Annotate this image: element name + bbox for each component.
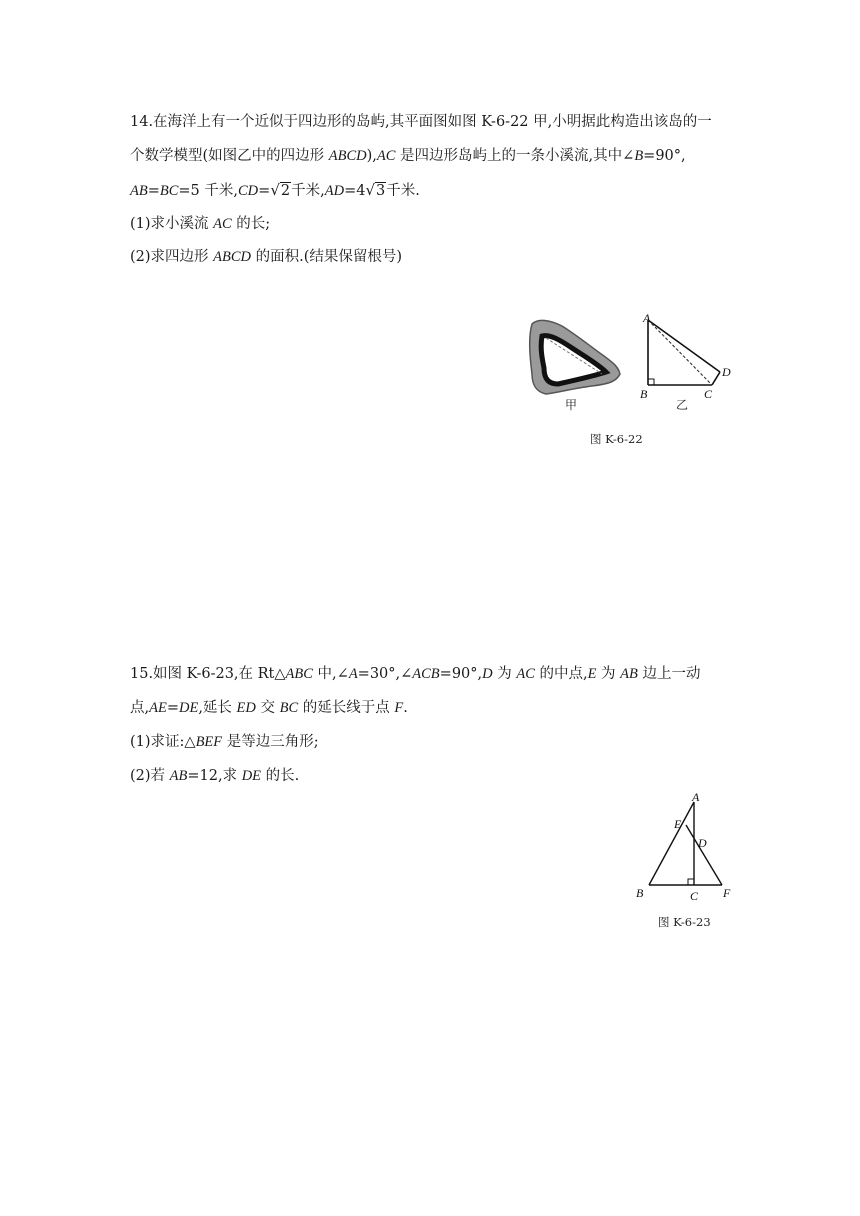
island-shape-jia [530,320,620,394]
figure-k-6-23 [630,790,740,910]
q14-line-1: 14.在海洋上有一个近似于四边形的岛屿,其平面图如图 K-6-22 甲,小明据此构造出该岛的一 [130,114,712,130]
q15-line-2: 点,AE=DE,延长 ED 交 BC 的延长线于点 F. [130,700,408,716]
point-B: B [640,387,648,401]
sqrt-3: √3 [365,181,386,199]
point-A: A [692,790,700,804]
fig-label-yi: 乙 [676,398,689,412]
point-B: B [636,886,644,900]
point-D: D [698,836,707,850]
figure-caption-k-6-22: 图 K-6-22 [590,432,643,446]
q14-line-3: AB=BC=5 千米,CD=√2千米,AD=4√3千米. [130,181,420,199]
sqrt-2: √2 [270,181,291,199]
q14-sub-2: (2)求四边形 ABCD 的面积.(结果保留根号) [130,249,403,265]
point-A: A [643,311,651,325]
triangle-figure [649,802,722,885]
figure-k-6-22 [520,308,750,418]
point-F: F [723,886,731,900]
q15-sub-2: (2)若 AB=12,求 DE 的长. [130,768,300,784]
q14-sub-1: (1)求小溪流 AC 的长; [130,216,271,232]
q15-line-1: 15.如图 K-6-23,在 Rt△ABC 中,∠A=30°,∠ACB=90°,D 为 AC 的中点,E 为 AB 边上一动 [130,666,701,682]
figure-caption-k-6-23: 图 K-6-23 [658,915,711,929]
point-C: C [704,387,713,401]
quadrilateral-yi [648,320,720,385]
q14-line-2: 个数学模型(如图乙中的四边形 ABCD),AC 是四边形岛屿上的一条小溪流,其中∠B=90°, [130,148,686,164]
fig-label-jia: 甲 [565,398,578,412]
point-D: D [722,365,731,379]
point-C: C [690,889,699,903]
q15-sub-1: (1)求证:△BEF 是等边三角形; [130,734,319,750]
point-E: E [674,817,682,831]
